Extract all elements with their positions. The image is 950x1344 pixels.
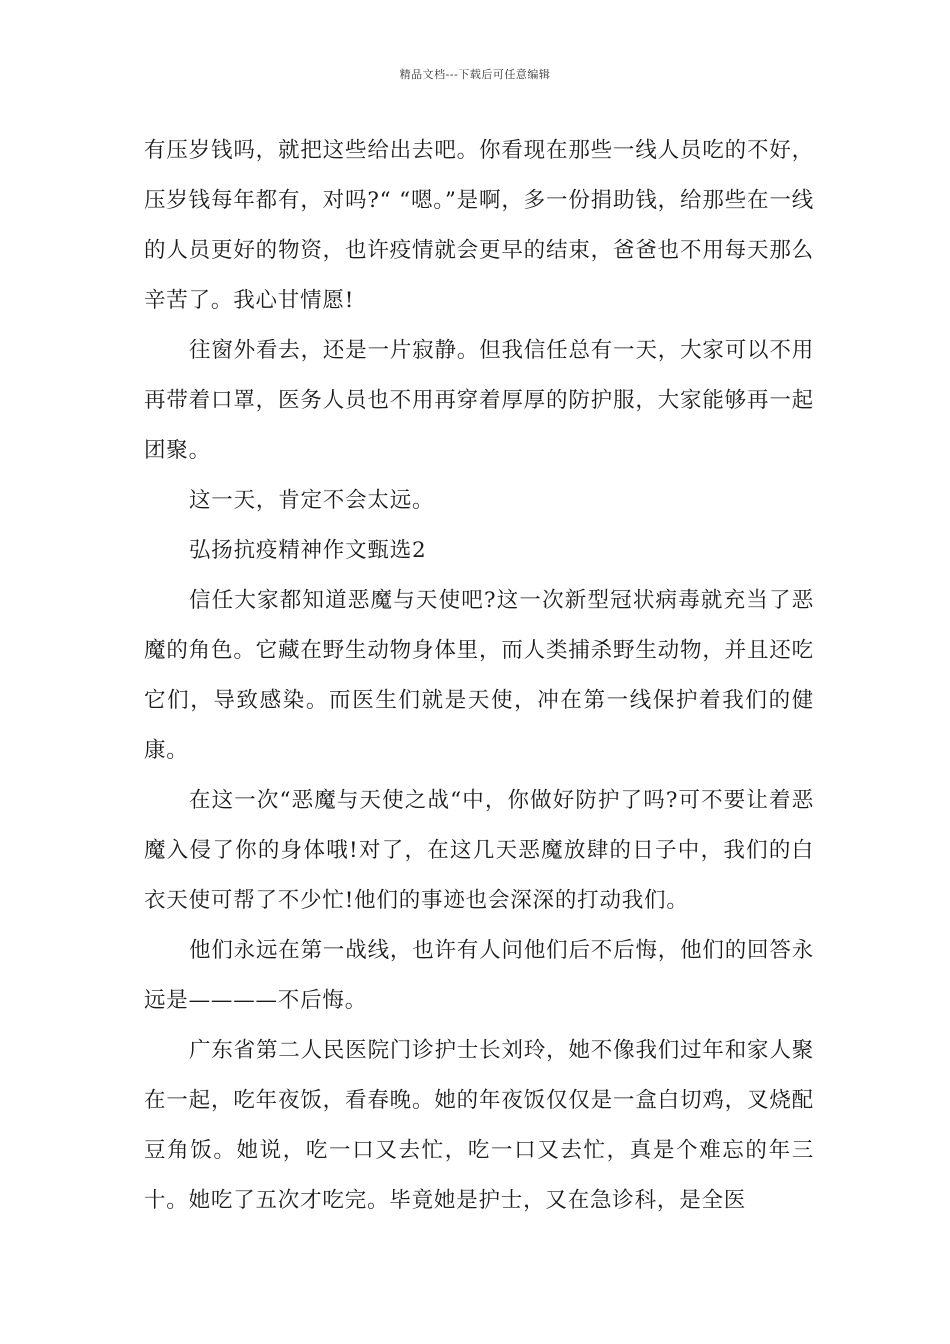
- paragraph-1: 有压岁钱吗，就把这些给出去吧。你看现在那些一线人员吃的不好，压岁钱每年都有，对吗?“ “嗯。”是啊，多一份捐助钱，给那些在一线的人员更好的物资，也许疫情就会更早的结束，爸爸也不用每天那么辛苦了。我心甘情愿!: [144, 138, 814, 313]
- paragraph-6: 他们永远在第一战线，也许有人问他们后不后悔，他们的回答永远是————不后悔。: [144, 938, 814, 1013]
- document-body: [144, 126, 814, 1226]
- paragraph-4: 信任大家都知道恶魔与天使吧?这一次新型冠状病毒就充当了恶魔的角色。它藏在野生动物身体里，而人类捕杀野生动物，并且还吃它们，导致感染。而医生们就是天使，冲在第一线保护着我们的健康。: [144, 588, 814, 763]
- paragraph-3: 这一天，肯定不会太远。: [189, 488, 435, 513]
- paragraph-7: 广东省第二人民医院门诊护士长刘玲，她不像我们过年和家人聚在一起，吃年夜饭，看春晚。她的年夜饭仅仅是一盒白切鸡，叉烧配豆角饭。她说，吃一口又去忙，吃一口又去忙，真是个难忘的年三十。她吃了五次才吃完。毕竟她是护士，又在急诊科，是全医: [144, 1038, 814, 1213]
- page-header: 精品文档---下载后可任意编辑: [399, 68, 551, 81]
- section-heading: 弘扬抗疫精神作文甄选2: [189, 538, 427, 563]
- paragraph-5: 在这一次“恶魔与天使之战“中，你做好防护了吗?可不要让着恶魔入侵了你的身体哦!对了，在这几天恶魔放肆的日子中，我们的白衣天使可帮了不少忙!他们的事迹也会深深的打动我们。: [144, 788, 814, 913]
- paragraph-2: 往窗外看去，还是一片寂静。但我信任总有一天，大家可以不用再带着口罩，医务人员也不用再穿着厚厚的防护服，大家能够再一起团聚。: [144, 338, 814, 463]
